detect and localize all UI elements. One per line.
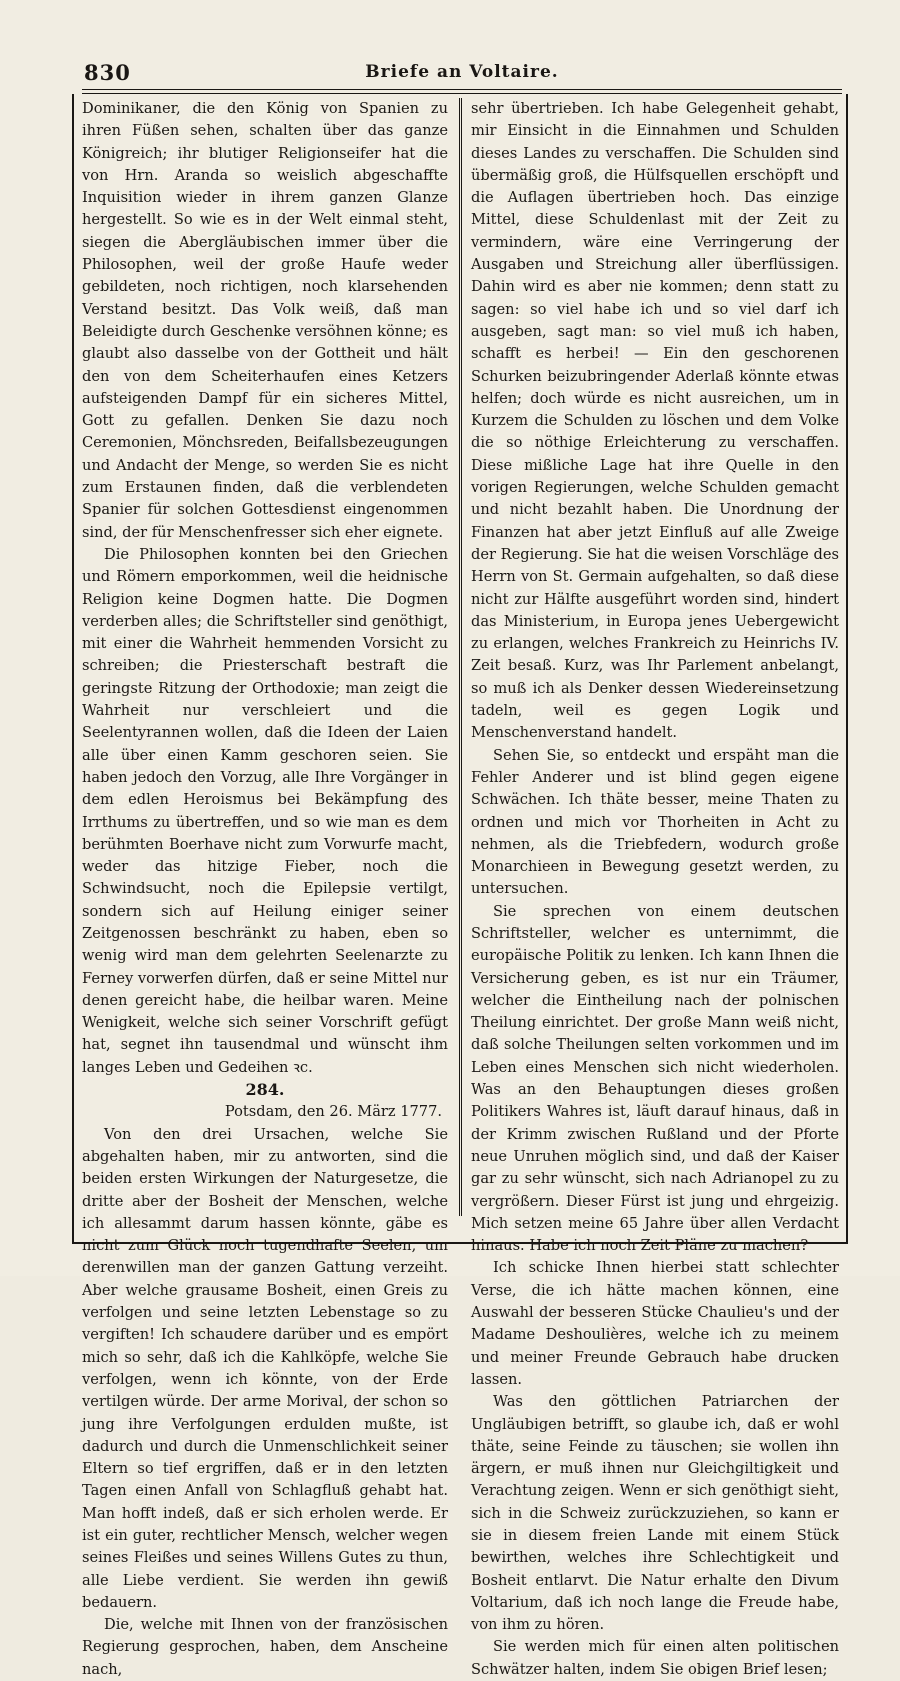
paragraph-continued: Dominikaner, die den König von Spanien zu ihren Füßen sehen, schalten über das ganze Königreich; ihr blutiger Religionseifer hat die von Hrn. Aranda so weislich abgeschaffte Inquisition wieder in ihrem ganzen Glanze hergestellt. So wie es in der Welt einmal steht, siegen die Abergläubischen immer über die Philosophen, weil der große Haufe weder gebildeten, noch richtigen, noch klarsehenden Verstand besitzt. Das Volk weiß, daß man Beleidigte durch Geschenke versöhnen könne; es glaubt also dasselbe von der Gottheit und hält den von dem Scheiterhaufen eines Ketzers aufsteigenden Dampf für ein sicheres Mittel, Gott zu gefallen. Denken Sie dazu noch Ceremonien, Mönchsreden, Beifallsbezeugungen und Andacht der Menge, so werden Sie es nicht zum Erstaunen finden, daß die verblendeten Spanier für solchen Gottesdienst eingenommen sind, der für Menschenfresser sich eher eignete.: [82, 100, 448, 541]
letter-number: 284.: [245, 1080, 285, 1100]
page-number: 830: [84, 60, 131, 85]
paragraph: Sie werden mich für einen alten politischen Schwätzer halten, indem Sie obigen Brief lesen;: [471, 1638, 839, 1678]
letter-dateline: Potsdam, den 26. März 1777.: [224, 1103, 442, 1121]
left-column: [82, 98, 448, 1678]
page-frame: [82, 60, 842, 1678]
paragraph: Sie sprechen von einem deutschen Schriftsteller, welcher es unternimmt, die europäische Politik zu lenken. Ich kann Ihnen die Versicherung geben, es ist nur ein Träumer, welcher die Eintheilung nach der polnischen Theilung einrichtet. Der große Mann weiß nicht, daß solche Theilungen selten vorkommen und im Leben eines Menschen sich nicht wiederholen. Was an den Behauptungen dieses großen Politikers Wahres ist, läuft darauf hinaus, daß in der Krimm zwischen Rußland und der Pforte neue Unruhen möglich sind, und daß der Kaiser gar zu sehr wünscht, sich nach Adrianopel zu zu vergrößern. Dieser Fürst ist jung und ehrgeizig. Mich setzen meine 65 Jahre über allen Verdacht hinaus. Habe ich noch Zeit Pläne zu machen?: [471, 902, 839, 1255]
header-rule-thin: [82, 93, 842, 94]
running-title: Briefe an Voltaire.: [365, 62, 559, 82]
paragraph: Von den drei Ursachen, welche Sie abgehalten haben, mir zu antworten, sind die beiden ersten Wirkungen der Naturgesetze, die dritte aber der Bosheit der Menschen, welche ich allesammt darum hassen könnte, gäbe es nicht zum Glück noch tugendhafte Seelen, um derenwillen man der ganzen Gattung verzeiht. Aber welche grausame Bosheit, einen Greis zu verfolgen und seine letzten Lebenstage so zu vergiften! Ich schaudere darüber und es empört mich so sehr, daß ich die Kahlköpfe, welche Sie verfolgen, wenn ich könnte, von der Erde vertilgen würde. Der arme Morival, der schon so jung ihre Verfolgungen erdulden mußte, ist dadurch und durch die Unmenschlichkeit seiner Eltern so tief ergriffen, daß er in den letzten Tagen einen Anfall von Schlagfluß gehabt hat. Man hofft indeß, daß er sich erholen werde. Er ist ein guter, rechtlicher Mensch, welcher wegen seines Fleißes und seines Willens Gutes zu thun, alle Liebe verdient. Sie werden ihn gewiß bedauern.: [82, 1125, 448, 1611]
paragraph: Ich schicke Ihnen hierbei statt schlechter Verse, die ich hätte machen können, eine Auswahl der besseren Stücke Chaulieu's und der Madame Deshoulières, welche ich zu meinem und meiner Freunde Gebrauch habe drucken lassen.: [471, 1259, 839, 1388]
right-column: [471, 98, 839, 1678]
paragraph: Was den göttlichen Patriarchen der Ungläubigen betrifft, so glaube ich, daß er wohl thäte, seine Feinde zu täuschen; sie wollen ihn ärgern, er muß ihnen nur Gleichgiltigkeit und Verachtung zeigen. Wenn er sich genöthigt sieht, sich in die Schweiz zurückzuziehen, so kann er sie in diesem freien Lande mit einem Stück bewirthen, welches ihre Schlechtigkeit und Bosheit entlarvt. Die Natur erhalte den Divum Voltarium, daß ich noch lange die Freude habe, von ihm zu hören.: [471, 1393, 839, 1634]
paragraph: Die, welche mit Ihnen von der französischen Regierung gesprochen, haben, dem Anscheine nach,: [82, 1616, 448, 1678]
frame-border-left: [72, 94, 74, 1242]
column-divider: [459, 98, 462, 1216]
frame-border-right: [846, 94, 848, 1242]
header-rule: [82, 89, 842, 90]
paragraph: Die Philosophen konnten bei den Griechen und Römern emporkommen, weil die heidnische Religion keine Dogmen hatte. Die Dogmen verderben alles; die Schriftsteller sind genöthigt, mit einer die Wahrheit hemmenden Vorsicht zu schreiben; die Priesterschaft bestraft die geringste Ritzung der Orthodoxie; man zeigt die Wahrheit nur verschleiert und die Seelentyrannen wollen, daß die Ideen der Laien alle über einen Kamm geschoren seien. Sie haben jedoch den Vorzug, alle Ihre Vorgänger in dem edlen Heroismus bei Bekämpfung des Irrthums zu übertreffen, und so wie man es dem berühmten Boerhave nicht zum Vorwurfe macht, weder das hitzige Fieber, noch die Schwindsucht, noch die Epilepsie vertilgt, sondern sich auf Heilung einiger seiner Zeitgenossen beschränkt zu haben, eben so wenig wird man dem gelehrten Seelenarzte zu Ferney vorwerfen dürfen, daß er seine Mittel nur denen gereicht habe, die heilbar waren. Meine Wenigkeit, welche sich seiner Vorschrift gefügt hat, segnet ihn tausendmal und wünscht ihm langes Leben und Gedeihen ꝛc.: [82, 545, 448, 1076]
paragraph-continued: sehr übertrieben. Ich habe Gelegenheit gehabt, mir Einsicht in die Einnahmen und Schulden dieses Landes zu verschaffen. Die Schulden sind übermäßig groß, die Hülfsquellen erschöpft und die Auflagen übertrieben hoch. Das einzige Mittel, diese Schuldenlast mit der Zeit zu vermindern, wäre eine Verringerung der Ausgaben und Streichung aller überflüssigen. Dahin wird es aber nie kommen; denn statt zu sagen: so viel habe ich und so viel darf ich ausgeben, sagt man: so viel muß ich haben, schafft es herbei! — Ein den geschorenen Schurken beizubringender Aderlaß könnte etwas helfen; doch würde es nicht ausreichen, um in Kurzem die Schulden zu löschen und dem Volke die so nöthige Erleichterung zu verschaffen. Diese mißliche Lage hat ihre Quelle in den vorigen Regierungen, welche Schulden gemacht und nicht bezahlt haben. Die Unordnung der Finanzen hat aber jetzt Einfluß auf alle Zweige der Regierung. Sie hat die weisen Vorschläge des Herrn von St. Germain aufgehalten, so daß diese nicht zur Hälfte ausgeführt worden sind, hindert das Ministerium, in Europa jenes Uebergewicht zu erlangen, welches Frankreich zu Heinrichs IV. Zeit besaß. Kurz, was Ihr Parlement anbelangt, so muß ich als Denker dessen Wiedereinsetzung tadeln, weil es gegen Logik und Menschenverstand handelt.: [471, 100, 839, 742]
running-head: [82, 60, 842, 86]
paragraph: Sehen Sie, so entdeckt und erspäht man die Fehler Anderer und ist blind gegen eigene Schwächen. Ich thäte besser, meine Thaten zu ordnen und mich vor Thorheiten in Acht zu nehmen, als die Triebfedern, wodurch große Monarchieen in Bewegung gesetzt werden, zu untersuchen.: [471, 746, 839, 898]
